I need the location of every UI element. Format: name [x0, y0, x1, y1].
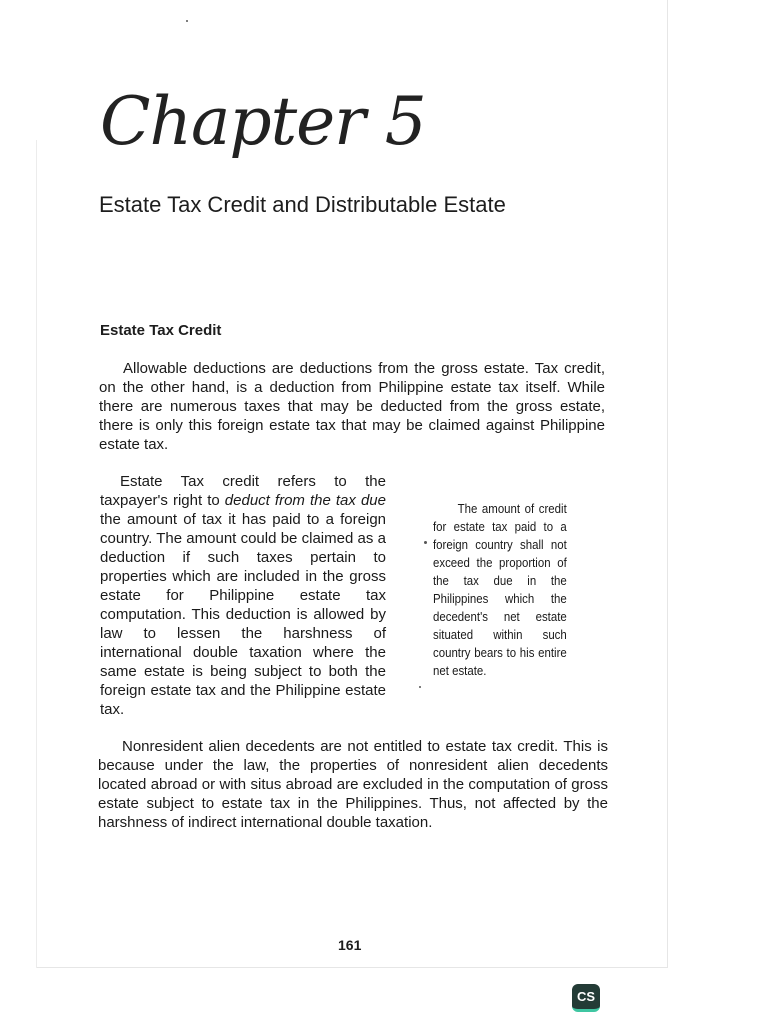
chapter-title: Estate Tax Credit and Distributable Estate — [99, 192, 506, 217]
scan-speck — [419, 686, 421, 688]
chapter-label-text: Chapter 5 — [100, 83, 426, 160]
scan-speck — [424, 541, 427, 544]
sidebar-note: The amount of credit for estate tax paid to a foreign country shall not exceed the proportion of the tax due in the Philippines which the decedent's net estate situated within such country bears to his entire net estate. — [433, 501, 567, 678]
definition-paragraph — [100, 472, 386, 719]
chapter-label — [100, 62, 426, 182]
nonresident-paragraph: Nonresident alien decedents are not entitled to estate tax credit. This is because under the law, the properties of nonresident alien decedents located abroad or with situs abroad are excluded in the computation of gross estate subject to estate tax in the Philippines. Thus, not affected by the harshness of indirect international double taxation. — [98, 738, 608, 831]
definition-text-start: Estate Tax credit refers to the taxpayer's right to — [100, 473, 386, 509]
definition-emphasis: deduct from the tax due — [224, 492, 386, 509]
scanner-logo-icon: CS — [572, 984, 600, 1012]
section-heading: Estate Tax Credit — [100, 322, 222, 339]
definition-text-end: the amount of tax it has paid to a foreign country. The amount could be claimed as a deduction if such taxes pertain to properties which are included in the gross estate for Philippine estate tax computation. This deduction is allowed by law to lessen the harshness of international double taxation where the same estate is being subject to both the foreign estate tax and the Philippine estate tax. — [100, 511, 386, 718]
intro-paragraph: Allowable deductions are deductions from the gross estate. Tax credit, on the other hand, is a deduction from Philippine estate tax itself. While there are numerous taxes that may be deducted from the gross estate, there is only this foreign estate tax that may be claimed against Philippine estate tax. — [99, 360, 605, 453]
scan-speck — [186, 20, 188, 22]
page-number: 161 — [338, 937, 362, 953]
page-edge-line — [36, 140, 37, 968]
